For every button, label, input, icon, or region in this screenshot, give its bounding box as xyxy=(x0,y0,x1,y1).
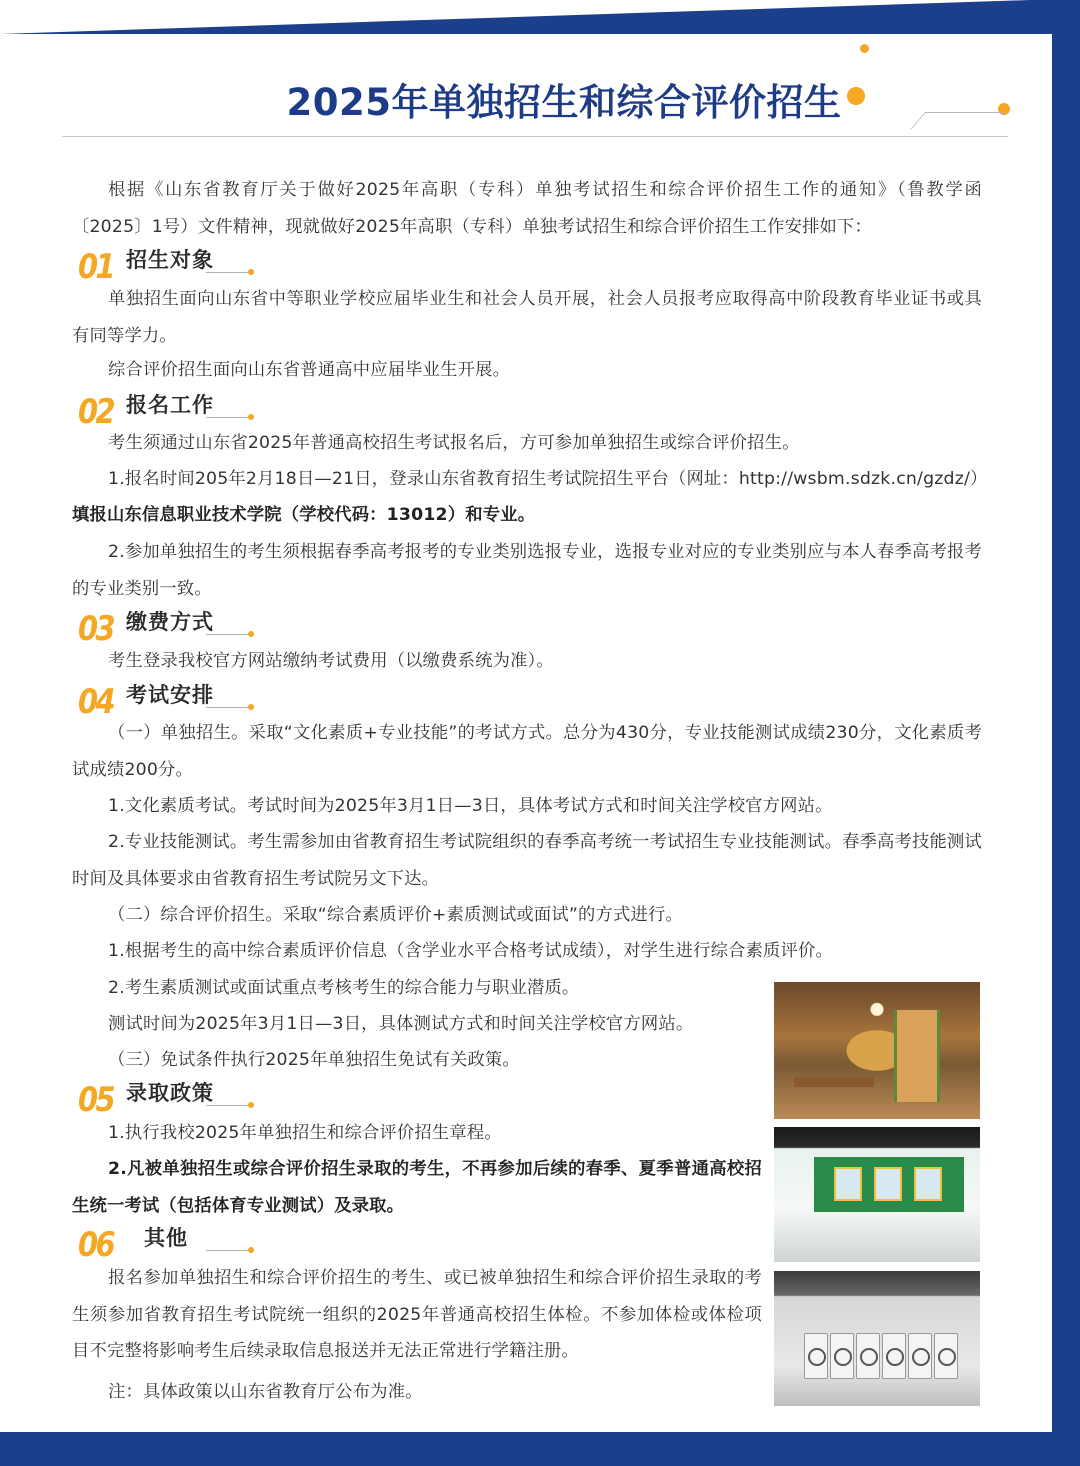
heading-decor-line xyxy=(206,707,248,708)
heading-decor-dot xyxy=(248,269,254,275)
paragraph: 单独招生面向山东省中等职业学校应届毕业生和社会人员开展，社会人员报考应取得高中阶段教育毕业证书或具有同等学力。 xyxy=(72,289,982,346)
section-number: 02 xyxy=(78,392,114,432)
laundry-room-photo xyxy=(774,1271,980,1406)
photo-washer xyxy=(934,1333,958,1379)
section-number: 06 xyxy=(78,1225,114,1265)
heading-decor-dot xyxy=(248,704,254,710)
paragraph: （一）单独招生。采取“文化素质+专业技能”的考试方式。总分为430分，专业技能测试成绩230分，文化素质考试成绩200分。 xyxy=(72,723,982,780)
section-header-01 xyxy=(78,246,278,286)
title-decor-dot xyxy=(847,87,865,105)
photo-table xyxy=(794,1077,874,1087)
section-number: 05 xyxy=(78,1080,114,1120)
paragraph: 报名参加单独招生和综合评价招生的考生、或已被单独招生和综合评价招生录取的考生须参加省教育招生考试院统一组织的2025年普通高校招生体检。不参加体检或体检项目不完整将影响考生后续录取信息报送并无法正常进行学籍注册。 xyxy=(72,1268,762,1361)
photo-washer xyxy=(908,1333,932,1379)
paragraph: 注：具体政策以山东省教育厅公布为准。 xyxy=(108,1382,423,1402)
section-number: 03 xyxy=(78,609,114,649)
section-heading: 考试安排 xyxy=(126,683,214,707)
photo-washer xyxy=(856,1333,880,1379)
heading-decor-line xyxy=(206,417,248,418)
title-divider xyxy=(62,136,1008,137)
paragraph: 考生须通过山东省2025年普通高校招生考试报名后，方可参加单独招生或综合评价招生。 xyxy=(108,433,800,453)
heading-decor-line xyxy=(206,1250,248,1251)
heading-decor-dot xyxy=(248,414,254,420)
paragraph: 考生登录我校官方网站缴纳考试费用（以缴费系统为准）。 xyxy=(108,651,554,671)
section-heading: 招生对象 xyxy=(126,248,214,272)
section-heading: 报名工作 xyxy=(126,393,214,417)
top-decor-band xyxy=(0,0,1030,34)
paragraph: （三）免试条件执行2025年单独招生免试有关政策。 xyxy=(108,1050,520,1070)
page-title: 2025年单独招生和综合评价招生 xyxy=(286,81,842,124)
heading-decor-dot xyxy=(248,1247,254,1253)
section-header-06 xyxy=(78,1224,278,1264)
heading-decor-line xyxy=(206,272,248,273)
photo-washer xyxy=(830,1333,854,1379)
paragraph: 1.根据考生的高中综合素质评价信息（含学业水平合格考试成绩），对学生进行综合素质评价。 xyxy=(108,941,833,961)
photo-washer xyxy=(804,1333,828,1379)
photo-screen xyxy=(874,1167,902,1201)
paragraph: 2.考生素质测试或面试重点考核考生的综合能力与职业潜质。 xyxy=(108,978,580,998)
paragraph: 测试时间为2025年3月1日—3日，具体测试方式和时间关注学校官方网站。 xyxy=(108,1014,694,1034)
photo-pillar xyxy=(894,1010,940,1102)
photo-washer xyxy=(882,1333,906,1379)
photo-screen xyxy=(914,1167,942,1201)
campus-hall-photo xyxy=(774,1127,980,1262)
paragraph: 1.执行我校2025年单独招生和综合评价招生章程。 xyxy=(108,1123,502,1143)
intro-paragraph: 根据《山东省教育厅关于做好2025年高职（专科）单独考试招生和综合评价招生工作的通知》（鲁教学函〔2025〕1号）文件精神，现就做好2025年高职（专科）单独考试招生和综合评价招生工作安排如下： xyxy=(72,180,982,237)
section-number: 01 xyxy=(78,247,114,287)
section-number: 04 xyxy=(78,682,114,722)
decor-dot xyxy=(860,44,869,53)
paragraph: 1.报名时间205年2月18日—21日，登录山东省教育招生考试院招生平台（网址：http://wsbm.sdzk.cn/gzdz/） xyxy=(108,469,988,489)
paragraph: 1.文化素质考试。考试时间为2025年3月1日—3日，具体考试方式和时间关注学校官方网站。 xyxy=(108,796,833,816)
heading-decor-dot xyxy=(248,1102,254,1108)
title-decor-line xyxy=(911,112,1006,129)
section-heading: 其他 xyxy=(144,1226,188,1250)
section-heading: 缴费方式 xyxy=(126,610,214,634)
paragraph-bold: 2.凡被单独招生或综合评价招生录取的考生，不再参加后续的春季、夏季普通高校招生统一考试（包括体育专业测试）及录取。 xyxy=(72,1159,762,1216)
section-heading: 录取政策 xyxy=(126,1081,214,1105)
heading-decor-line xyxy=(206,634,248,635)
section-header-03 xyxy=(78,608,278,648)
paragraph: 综合评价招生面向山东省普通高中应届毕业生开展。 xyxy=(108,360,511,380)
section-header-05 xyxy=(78,1079,278,1119)
paragraph: 2.专业技能测试。考生需参加由省教育招生考试院组织的春季高考统一考试招生专业技能测试。春季高考技能测试时间及具体要求由省教育招生考试院另文下达。 xyxy=(72,832,982,889)
heading-decor-line xyxy=(206,1105,248,1106)
paragraph: 2.参加单独招生的考生须根据春季高考报考的专业类别选报专业，选报专业对应的专业类别应与本人春季高考报考的专业类别一致。 xyxy=(72,542,982,599)
paragraph-bold: 填报山东信息职业技术学院（学校代码：13012）和专业。 xyxy=(72,505,536,525)
campus-cafeteria-photo xyxy=(774,982,980,1119)
heading-decor-dot xyxy=(248,631,254,637)
photo-screen xyxy=(834,1167,862,1201)
paragraph: （二）综合评价招生。采取“综合素质评价+素质测试或面试”的方式进行。 xyxy=(108,905,683,925)
